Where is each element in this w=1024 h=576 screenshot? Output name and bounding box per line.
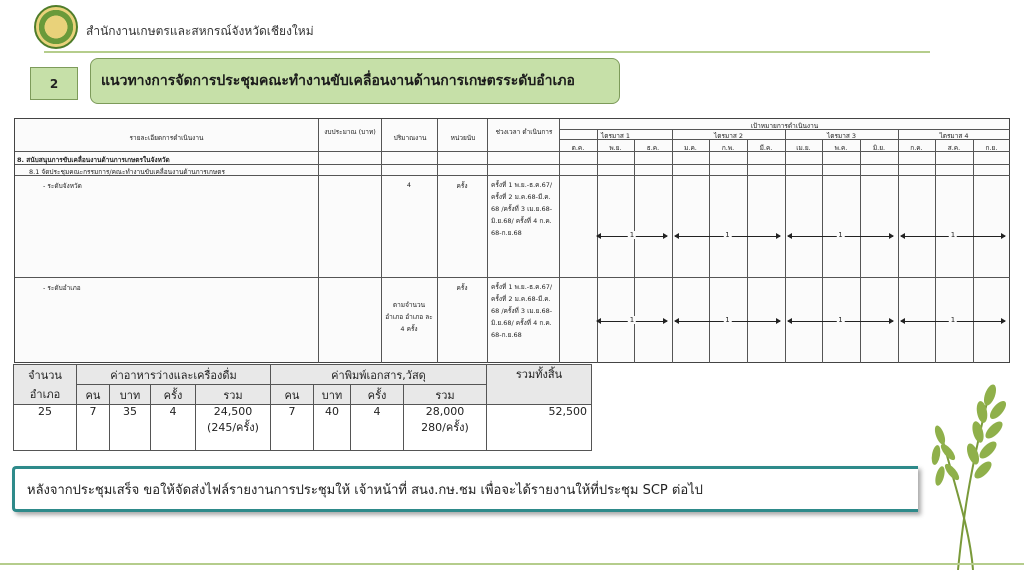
scanned-plan-table	[14, 118, 1010, 363]
cell-print-times: 4	[351, 405, 404, 451]
month: พ.ค.	[834, 144, 848, 152]
section-title: แนวทางการจัดการประชุมคณะทำงานขับเคลื่อนงานด้านการเกษตรระดับอำเภอ	[90, 58, 620, 104]
timeline-arrow: 1	[788, 321, 893, 322]
cell-food-total	[196, 405, 271, 451]
timeline-arrow: 1	[597, 321, 667, 322]
header-details: รายละเอียดการดำเนินงาน	[129, 134, 204, 142]
quarter-4: ไตรมาส 4	[939, 132, 969, 140]
sub-header: รวม	[404, 385, 487, 405]
cell-grand-total: 52,500	[487, 405, 592, 451]
sub-header: ครั้ง	[351, 385, 404, 405]
cell-food-people: 7	[77, 405, 110, 451]
timeline-arrow: 1	[901, 321, 1005, 322]
month: ก.พ.	[721, 144, 735, 152]
sub-header: ครั้ง	[151, 385, 196, 405]
cost-table	[13, 364, 592, 451]
sub-header: รวม	[196, 385, 271, 405]
footer-divider	[0, 563, 1024, 565]
row-label: - ระดับจังหวัด	[43, 182, 82, 190]
col-group-print: ค่าพิมพ์เอกสาร,วัสดุ	[271, 365, 487, 385]
header-quantity: ปริมาณงาน	[393, 134, 427, 142]
quarter-2: ไตรมาส 2	[713, 132, 744, 140]
month: ต.ค.	[571, 144, 585, 152]
timeline-arrow: 1	[597, 236, 667, 237]
month: ธ.ค.	[646, 144, 660, 152]
month: มิ.ย.	[872, 144, 886, 152]
cell-print-people: 7	[271, 405, 314, 451]
sub-header: บาท	[314, 385, 351, 405]
org-logo-icon	[34, 5, 78, 49]
month: พ.ย.	[609, 144, 622, 152]
print-total-note: 280/ครั้ง)	[421, 421, 469, 434]
subsection-row-title: 8.1 จัดประชุมคณะกรรมการ/คณะทำงานขับเคลื่อนงานด้านการเกษตร	[29, 168, 225, 176]
sub-header: คน	[271, 385, 314, 405]
cell-print-baht: 40	[314, 405, 351, 451]
month: ส.ค.	[947, 144, 961, 152]
header	[0, 0, 1024, 55]
org-name: สำนักงานเกษตรและสหกรณ์จังหวัดเชียงใหม่	[86, 24, 314, 38]
col-grand-total: รวมทั้งสิ้น	[487, 365, 592, 405]
cell-food-baht: 35	[110, 405, 151, 451]
cell-food-times: 4	[151, 405, 196, 451]
header-budget: งบประมาณ (บาท)	[324, 128, 376, 136]
wheat-decoration-icon	[928, 370, 1018, 570]
quarter-1: ไตรมาส 1	[600, 132, 631, 140]
row-period: ครั้งที่ 1 พ.ย.-ธ.ค.67/ ครั้งที่ 2 ม.ค.68-มี.ค. 68 /ครั้งที่ 3 เม.ย.68-มิ.ย.68/ ครั้งที่ 4 ก.ค. 68-ก.ย.68	[491, 283, 553, 339]
col-district-count: จำนวน อำเภอ	[14, 365, 77, 405]
food-total-value: 24,500	[213, 405, 253, 418]
month: ก.ย.	[985, 144, 998, 152]
row-label: - ระดับอำเภอ	[43, 284, 81, 292]
note-box	[12, 466, 918, 512]
header-period: ช่วงเวลา ดำเนินการ	[495, 128, 553, 136]
row-period: ครั้งที่ 1 พ.ย.-ธ.ค.67/ ครั้งที่ 2 ม.ค.68-มี.ค. 68 /ครั้งที่ 3 เม.ย.68-มิ.ย.68/ ครั้งที่ 4 ก.ค. 68-ก.ย.68	[491, 181, 553, 237]
header-unit: หน่วยนับ	[450, 134, 476, 142]
section-row-title: 8. สนับสนุนการขับเคลื่อนงานด้านการเกษตรในจังหวัด	[17, 156, 170, 164]
section-number: 2	[30, 67, 78, 100]
print-total-value: 28,000	[425, 405, 465, 418]
row-unit: ครั้ง	[456, 284, 468, 292]
cell-print-total	[404, 405, 487, 451]
timeline-arrow: 1	[901, 236, 1005, 237]
header-divider	[44, 51, 930, 53]
month: เม.ย.	[796, 144, 811, 152]
row-unit: ครั้ง	[456, 182, 468, 190]
quarter-3: ไตรมาส 3	[826, 132, 857, 140]
month: มี.ค.	[759, 144, 773, 152]
timeline-arrow: 1	[675, 321, 780, 322]
food-total-note: (245/ครั้ง)	[207, 421, 259, 434]
header-target: เป้าหมายการดำเนินงาน	[750, 122, 819, 130]
sub-header: คน	[77, 385, 110, 405]
cell-district-count: 25	[14, 405, 77, 451]
sub-header: บาท	[110, 385, 151, 405]
row-quantity: 4	[406, 181, 412, 189]
month: ก.ค.	[910, 144, 923, 152]
timeline-arrow: 1	[675, 236, 780, 237]
note-text: หลังจากประชุมเสร็จ ขอให้จัดส่งไฟล์รายงานการประชุมให้ เจ้าหน้าที่ สนง.กษ.ชม เพื่อจะได้รายงานให้ที่ประชุม SCP ต่อไป	[27, 482, 703, 498]
col-group-food: ค่าอาหารว่างและเครื่องดื่ม	[77, 365, 271, 385]
row-quantity: ตามจำนวน อำเภอ อำเภอ ละ 4 ครั้ง	[385, 301, 433, 333]
timeline-arrow: 1	[788, 236, 893, 237]
month: ม.ค.	[684, 144, 697, 152]
